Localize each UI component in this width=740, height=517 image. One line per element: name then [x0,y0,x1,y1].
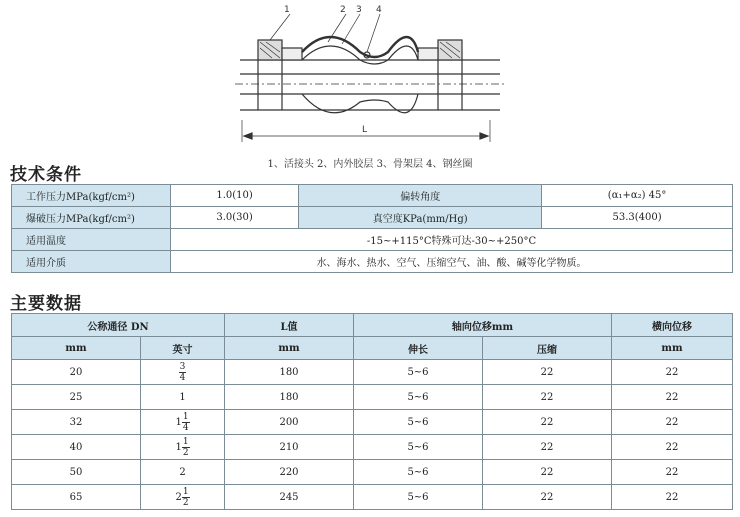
inch-whole: 1 [179,391,186,403]
fraction-denominator: 2 [182,497,189,508]
tech-label: 爆破压力MPa(kgf/cm²) [12,207,171,229]
cell-l: 180 [225,360,354,385]
cell-extend: 5~6 [354,360,483,385]
tech-label: 偏转角度 [299,185,542,207]
fraction-numerator: 1 [182,486,189,497]
tech-label: 适用介质 [12,251,171,273]
table-row [12,485,733,510]
cell-extend: 5~6 [354,435,483,460]
cell-mm: 40 [12,435,141,460]
table-header-row [12,337,733,360]
tech-value: 3.0(30) [171,207,299,229]
header-compress: 压缩 [483,337,612,360]
tech-conditions-table [11,184,733,273]
header-extend: 伸长 [354,337,483,360]
cell-extend: 5~6 [354,410,483,435]
cell-lateral: 22 [612,385,733,410]
cell-inch [141,385,225,410]
fraction-denominator: 4 [182,422,189,433]
fraction-numerator: 1 [182,411,189,422]
callout-2: 2 [340,5,346,15]
table-row [12,360,733,385]
cell-mm: 32 [12,410,141,435]
cell-inch [141,435,225,460]
fraction-denominator: 4 [179,372,186,383]
dimension-l-label: L [362,125,368,135]
table-header-row [12,314,733,337]
cell-extend: 5~6 [354,485,483,510]
callout-1: 1 [284,5,290,15]
tech-value: -15~+115°C特殊可达-30~+250°C [171,229,733,251]
cell-inch [141,485,225,510]
fraction-numerator: 3 [179,361,186,372]
callout-3: 3 [356,5,362,15]
cell-compress: 22 [483,435,612,460]
table-row [12,251,733,273]
cell-l: 180 [225,385,354,410]
header-inch: 英寸 [141,337,225,360]
table-row [12,229,733,251]
cell-l: 220 [225,460,354,485]
main-data-table [11,313,733,510]
cell-mm: 20 [12,360,141,385]
inch-whole: 2 [175,491,182,503]
header-l-unit: mm [225,337,354,360]
cell-lateral: 22 [612,360,733,385]
header-mm: mm [12,337,141,360]
cell-inch [141,410,225,435]
joint-cross-section-drawing [230,2,510,148]
table-row [12,410,733,435]
cell-lateral: 22 [612,435,733,460]
cell-compress: 22 [483,460,612,485]
cell-mm: 50 [12,460,141,485]
callout-4: 4 [376,5,382,15]
cell-l: 245 [225,485,354,510]
table-row [12,185,733,207]
tech-value: 1.0(10) [171,185,299,207]
tech-value: 53.3(400) [542,207,733,229]
tech-label: 真空度KPa(mm/Hg) [299,207,542,229]
fraction-numerator: 1 [182,436,189,447]
header-axial: 轴向位移mm [354,314,612,337]
fraction-denominator: 2 [182,447,189,458]
table-row [12,460,733,485]
cell-compress: 22 [483,360,612,385]
inch-whole: 2 [179,466,186,478]
drawing-caption: 1、活接头 2、内外胶层 3、骨架层 4、钢丝圈 [267,159,473,170]
cell-inch [141,360,225,385]
tech-value: 水、海水、热水、空气、压缩空气、油、酸、碱等化学物质。 [171,251,733,273]
cell-extend: 5~6 [354,385,483,410]
cell-mm: 25 [12,385,141,410]
cell-l: 210 [225,435,354,460]
table-row [12,435,733,460]
table-row [12,385,733,410]
inch-fraction [179,362,187,383]
header-l: L值 [225,314,354,337]
cell-compress: 22 [483,385,612,410]
header-lateral-unit: mm [612,337,733,360]
cell-compress: 22 [483,485,612,510]
tech-label: 适用温度 [12,229,171,251]
cell-lateral: 22 [612,485,733,510]
inch-fraction [182,487,190,508]
main-data-heading: 主要数据 [10,294,82,314]
inch-fraction [182,437,190,458]
cell-l: 200 [225,410,354,435]
cell-lateral: 22 [612,460,733,485]
cell-mm: 65 [12,485,141,510]
tech-value: (α₁+α₂) 45° [542,185,733,207]
cell-compress: 22 [483,410,612,435]
cell-inch [141,460,225,485]
inch-whole: 1 [175,416,182,428]
inch-whole: 1 [175,441,182,453]
cell-extend: 5~6 [354,460,483,485]
header-dn: 公称通径 DN [12,314,225,337]
tech-conditions-heading: 技术条件 [10,165,82,185]
header-lateral: 横向位移 [612,314,733,337]
tech-label: 工作压力MPa(kgf/cm²) [12,185,171,207]
cell-lateral: 22 [612,410,733,435]
inch-fraction [182,412,190,433]
table-row [12,207,733,229]
